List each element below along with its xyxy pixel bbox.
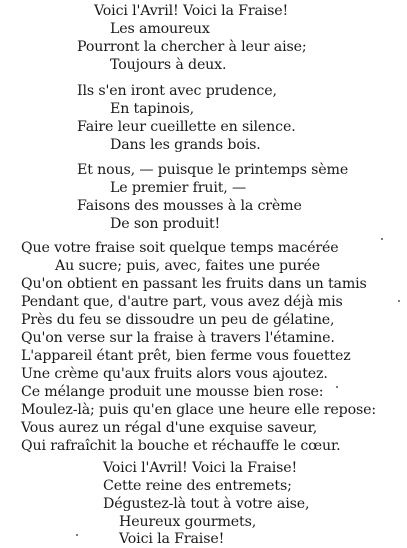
stanza-1-line-1: Voici l'Avril! Voici la Fraise!: [94, 3, 289, 19]
envoi-line-2: Cette reine des entremets;: [103, 478, 292, 494]
recipe-line-7: L'appareil étant prêt, bien ferme vous fouettez: [21, 348, 351, 364]
envoi-line-5: Voici la Fraise!: [119, 531, 225, 547]
stanza-3-line-2: Le premier fruit, —: [110, 180, 247, 196]
stanza-3-line-4: De son produit!: [110, 216, 221, 232]
ink-speck: [381, 238, 383, 240]
stanza-1-line-4: Toujours à deux.: [110, 57, 227, 73]
recipe-line-10: Moulez-là; puis qu'en glace une heure elle repose:: [21, 402, 377, 418]
recipe-line-12: Qui rafraîchit la bouche et réchauffe le cœur.: [21, 438, 341, 454]
recipe-line-2: Au sucre; puis, avec, faites une purée: [55, 258, 321, 274]
recipe-line-3: Qu'on obtient en passant les fruits dans un tamis: [21, 276, 367, 292]
stanza-3-line-1: Et nous, — puisque le printemps sème: [77, 162, 349, 178]
envoi-line-4: Heureux gourmets,: [119, 514, 257, 530]
stanza-2-line-1: Ils s'en iront avec prudence,: [77, 83, 277, 99]
ink-speck: [76, 534, 78, 536]
stanza-2-line-2: En tapinois,: [110, 101, 194, 117]
ink-speck: [336, 386, 338, 388]
recipe-line-11: Vous aurez un régal d'une exquise saveur,: [21, 420, 318, 436]
envoi-line-1: Voici l'Avril! Voici la Fraise!: [103, 460, 298, 476]
stanza-3-line-3: Faisons des mousses à la crème: [77, 198, 302, 214]
recipe-line-6: Qu'on verse sur la fraise à travers l'étamine.: [21, 330, 335, 346]
stanza-1-line-3: Pourront la chercher à leur aise;: [77, 39, 307, 55]
envoi-line-3: Dégustez-là tout à votre aise,: [103, 496, 310, 512]
recipe-line-4: Pendant que, d'autre part, vous avez déjà mis: [21, 294, 343, 310]
stanza-2-line-3: Faire leur cueillette en silence.: [77, 119, 296, 135]
recipe-line-1: Que votre fraise soit quelque temps macérée: [21, 240, 339, 256]
recipe-line-5: Près du feu se dissoudre un peu de gélatine,: [21, 312, 335, 328]
ink-speck: [398, 300, 400, 302]
recipe-line-9: Ce mélange produit une mousse bien rose:: [21, 384, 324, 400]
recipe-line-8: Une crème qu'aux fruits alors vous ajoutez.: [21, 366, 328, 382]
stanza-2-line-4: Dans les grands bois.: [110, 137, 261, 153]
stanza-1-line-2: Les amoureux: [110, 21, 210, 37]
